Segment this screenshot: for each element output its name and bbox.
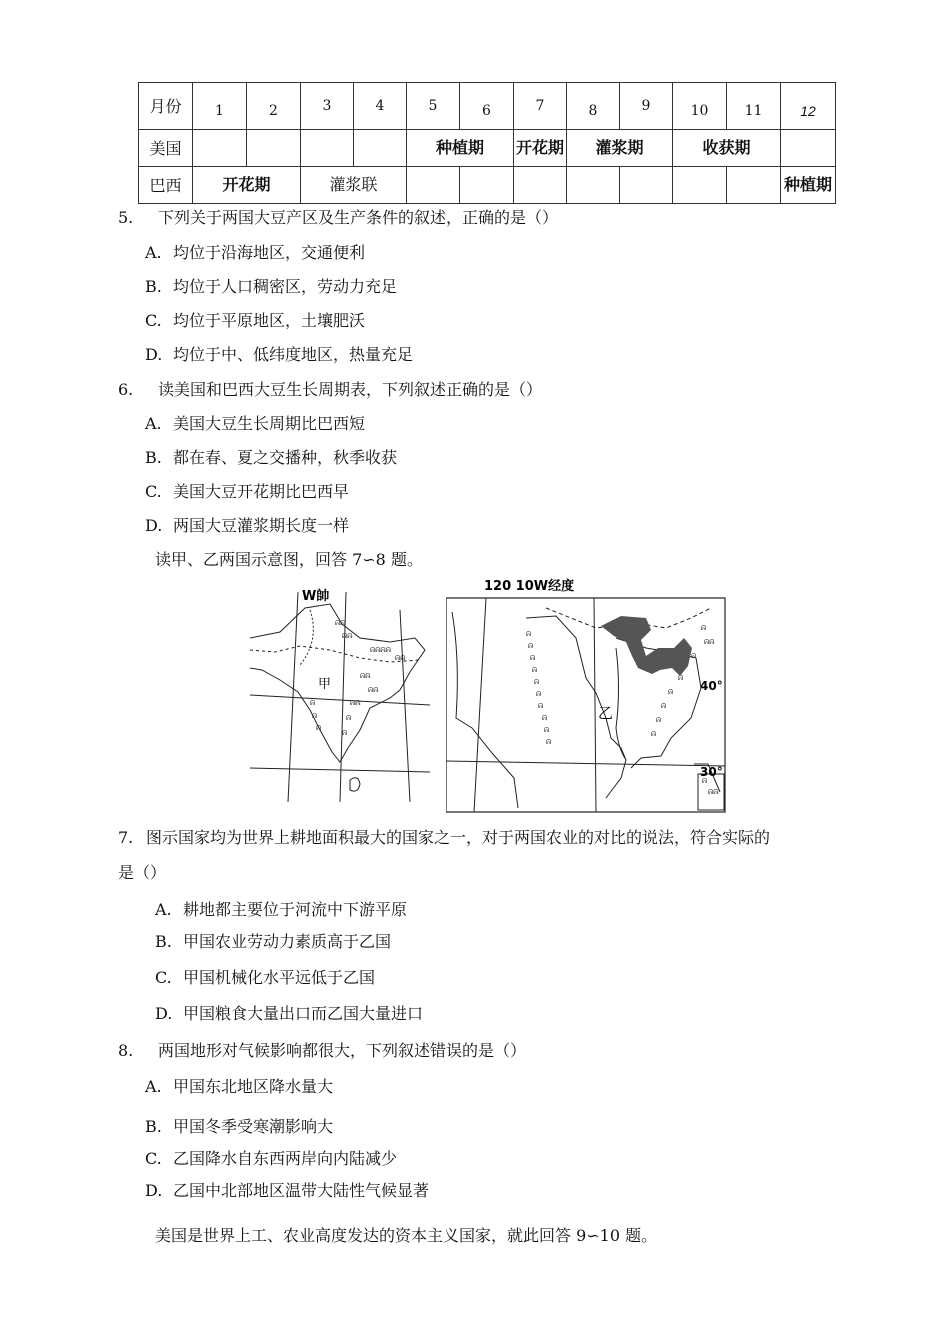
right-map-top-label: 120 10W经度 — [484, 579, 575, 594]
brazil-filling: 灌浆联 — [301, 167, 407, 204]
svg-text:ᕱᕱ: ᕱᕱ — [350, 699, 361, 707]
month-header: 月份 — [139, 83, 193, 130]
question-7: 7. 图示国家均为世界上耕地面积最大的国家之一，对于两国农业的对比的说法，符合实际的 — [118, 828, 771, 847]
svg-text:ᕱ: ᕱ — [346, 714, 352, 722]
svg-text:ᕱ: ᕱ — [312, 712, 318, 720]
svg-text:ᕱᕱ: ᕱᕱ — [708, 788, 719, 796]
svg-text:ᕱᕱ: ᕱᕱ — [395, 654, 406, 662]
map-country-yi — [446, 578, 726, 814]
svg-text:ᕱ: ᕱ — [668, 688, 674, 696]
brazil-flowering: 开花期 — [193, 167, 301, 204]
option-6b: B. 都在春、夏之交播种，秋季收获 — [145, 448, 398, 467]
svg-text:ᕱ: ᕱ — [691, 652, 697, 660]
month-cell: 2 — [247, 83, 301, 130]
month-cell: 5 — [407, 83, 460, 130]
question-7-cont: 是（） — [118, 863, 167, 882]
usa-label: 美国 — [139, 130, 193, 167]
usa-filling: 灌浆期 — [567, 130, 673, 167]
option-7b: B. 甲国农业劳动力素质高于乙国 — [155, 932, 392, 951]
month-cell: 6 — [460, 83, 514, 130]
svg-text:ᕱ: ᕱ — [528, 642, 534, 650]
usa-harvest: 收获期 — [673, 130, 781, 167]
latitude-40-label: 40° — [700, 679, 723, 693]
option-7c: C. 甲国机械化水平远低于乙国 — [155, 968, 376, 987]
intro-7-8: 读甲、乙两国示意图，回答 7∽8 题。 — [155, 550, 423, 569]
option-5d: D. 均位于中、低纬度地区，热量充足 — [145, 345, 414, 364]
svg-text:ᕱ: ᕱ — [651, 730, 657, 738]
svg-text:ᕱ: ᕱ — [661, 702, 667, 710]
option-8c: C. 乙国降水自东西两岸向内陆减少 — [145, 1149, 398, 1168]
svg-text:ᕱ: ᕱ — [342, 729, 348, 737]
month-cell: 10 — [673, 83, 727, 130]
svg-text:ᕱ: ᕱ — [536, 690, 542, 698]
svg-text:ᕱ: ᕱ — [532, 666, 538, 674]
svg-text:ᕱᕱ: ᕱᕱ — [342, 632, 353, 640]
svg-text:ᕱᕱ: ᕱᕱ — [368, 686, 379, 694]
question-5: 5. 下列关于两国大豆产区及生产条件的叙述，正确的是（） — [118, 208, 559, 227]
option-5c: C. 均位于平原地区，土壤肥沃 — [145, 311, 366, 330]
option-6d: D. 两国大豆灌浆期长度一样 — [145, 516, 350, 535]
month-cell: 12 — [781, 83, 836, 130]
svg-text:ᕱ: ᕱ — [526, 630, 532, 638]
month-cell: 9 — [620, 83, 673, 130]
left-map-top-label: W帥 — [302, 589, 330, 604]
option-6c: C. 美国大豆开花期比巴西早 — [145, 482, 350, 501]
svg-text:ᕱ: ᕱ — [678, 674, 684, 682]
left-map-country-label: 甲 — [318, 677, 332, 692]
option-7d: D. 甲国粮食大量出口而乙国大量进口 — [155, 1004, 424, 1023]
svg-text:ᕱ: ᕱ — [701, 624, 707, 632]
svg-text:ᕱ: ᕱ — [316, 724, 322, 732]
svg-text:ᕱ: ᕱ — [542, 714, 548, 722]
option-8b: B. 甲国冬季受寒潮影响大 — [145, 1117, 334, 1136]
month-cell: 1 — [193, 83, 247, 130]
right-map-country-label: 乙 — [598, 704, 614, 722]
brazil-planting: 种植期 — [781, 167, 836, 204]
latitude-30-label: 30° — [700, 765, 723, 779]
svg-text:ᕱ: ᕱ — [530, 654, 536, 662]
brazil-label: 巴西 — [139, 167, 193, 204]
svg-text:ᕱ: ᕱ — [310, 699, 316, 707]
option-8d: D. 乙国中北部地区温带大陆性气候显著 — [145, 1181, 430, 1200]
svg-text:ᕱ: ᕱ — [546, 738, 552, 746]
question-8: 8. 两国地形对气候影响都很大，下列叙述错误的是（） — [118, 1041, 527, 1060]
svg-text:ᕱ: ᕱ — [544, 726, 550, 734]
option-6a: A. 美国大豆生长周期比巴西短 — [145, 414, 366, 433]
svg-text:ᕱᕱ: ᕱᕱ — [335, 619, 346, 627]
month-cell: 3 — [301, 83, 354, 130]
month-cell: 7 — [514, 83, 567, 130]
soybean-cycle-table — [138, 82, 836, 204]
usa-planting: 种植期 — [407, 130, 514, 167]
svg-text:ᕱ: ᕱ — [702, 777, 708, 785]
svg-text:ᕱᕱ: ᕱᕱ — [360, 672, 371, 680]
option-7a: A. 耕地都主要位于河流中下游平原 — [155, 900, 408, 919]
question-6: 6. 读美国和巴西大豆生长周期表，下列叙述正确的是（） — [118, 380, 543, 399]
month-cell: 4 — [354, 83, 407, 130]
usa-flowering: 开花期 — [514, 130, 567, 167]
svg-text:ᕱ: ᕱ — [656, 716, 662, 724]
month-cell: 8 — [567, 83, 620, 130]
option-5b: B. 均位于人口稠密区，劳动力充足 — [145, 277, 398, 296]
svg-text:ᕱᕱᕱᕱ: ᕱᕱᕱᕱ — [370, 646, 391, 654]
svg-text:ᕱ: ᕱ — [538, 702, 544, 710]
svg-text:ᕱ: ᕱ — [534, 678, 540, 686]
option-8a: A. 甲国东北地区降水量大 — [145, 1077, 334, 1096]
svg-text:ᕱᕱ: ᕱᕱ — [704, 638, 715, 646]
intro-9-10: 美国是世界上工、农业高度发达的资本主义国家，就此回答 9∽10 题。 — [155, 1226, 658, 1245]
map-country-jia — [250, 580, 430, 802]
option-5a: A. 均位于沿海地区，交通便利 — [145, 243, 366, 262]
month-cell: 11 — [727, 83, 781, 130]
